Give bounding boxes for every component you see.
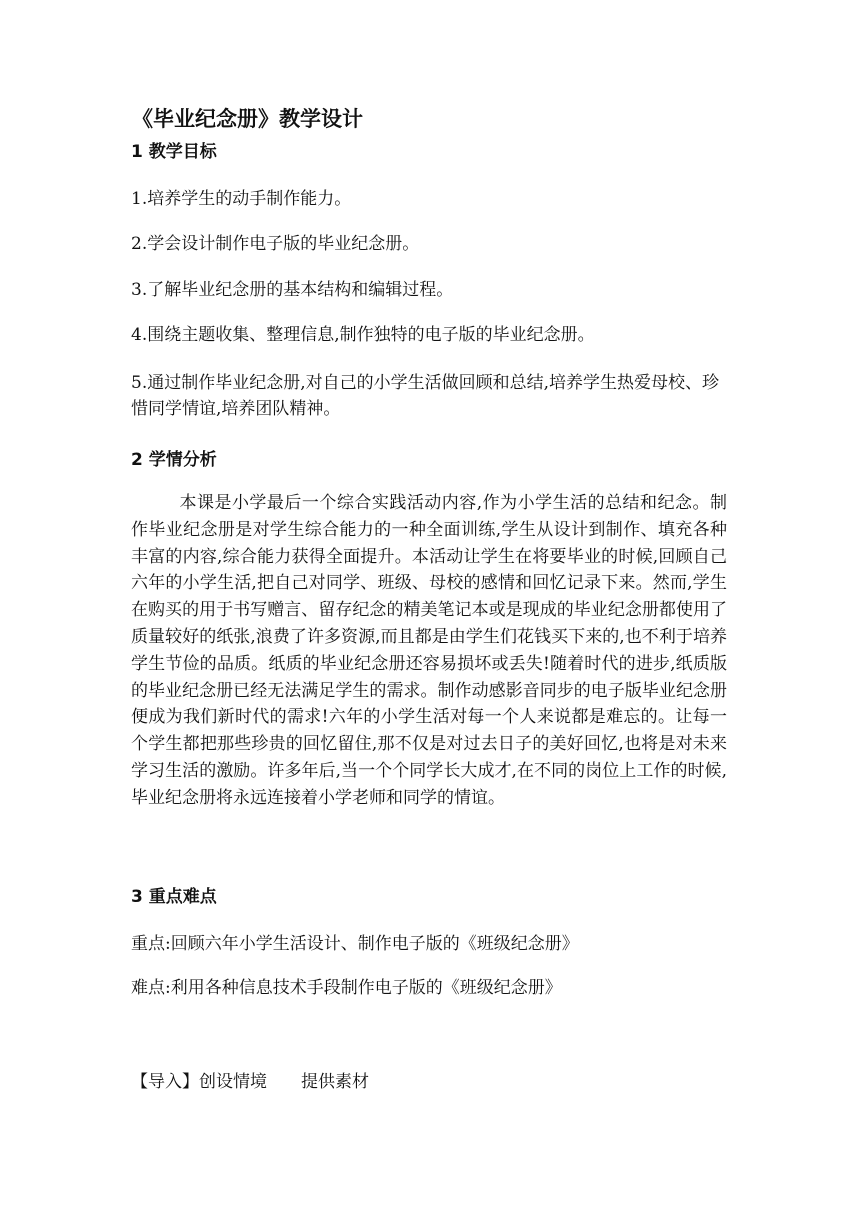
analysis-paragraph [131,490,727,812]
section-heading-goals: 1 教学目标 [131,142,217,162]
goal-item-5: 5.通过制作毕业纪念册,对自己的小学生活做回顾和总结,培养学生热爱母校、珍惜同学情谊,培养团队精神。 [131,373,720,419]
goal-item-4: 4.围绕主题收集、整理信息,制作独特的电子版的毕业纪念册。 [131,325,595,345]
goal-item-3: 3.了解毕业纪念册的基本结构和编辑过程。 [131,280,454,300]
difficulty-point: 难点:利用各种信息技术手段制作电子版的《班级纪念册》 [131,978,562,998]
document-title: 《毕业纪念册》教学设计 [132,107,363,131]
section-heading-analysis: 2 学情分析 [131,450,217,470]
section-heading-keypoints: 3 重点难点 [131,887,217,907]
goal-item-1: 1.培养学生的动手制作能力。 [131,189,352,209]
analysis-body: 本课是小学最后一个综合实践活动内容,作为小学生活的总结和纪念。制作毕业纪念册是对学生综合能力的一种全面训练,学生从设计到制作、填充各种丰富的内容,综合能力获得全面提升。本活动让学生在将要毕业的时候,回顾自己六年的小学生活,把自己对同学、班级、母校的感情和回忆记录下来。然而,学生在购买的用于书写赠言、留存纪念的精美笔记本或是现成的毕业纪念册都使用了质量较好的纸张,浪费了许多资源,而且都是由学生们花钱买下来的,也不利于培养学生节俭的品质。纸质的毕业纪念册还容易损坏或丢失!随着时代的进步,纸质版的毕业纪念册已经无法满足学生的需求。制作动感影音同步的电子版毕业纪念册便成为我们新时代的需求!六年的小学生活对每一个人来说都是难忘的。让每一个学生都把那些珍贵的回忆留住,那不仅是对过去日子的美好回忆,也将是对未来学习生活的激励。许多年后,当一个个同学长大成才,在不同的岗位上工作的时候,毕业纪念册将永远连接着小学老师和同学的情谊。 [131,493,727,808]
key-point: 重点:回顾六年小学生活设计、制作电子版的《班级纪念册》 [131,934,579,954]
intro-line: 【导入】创设情境 提供素材 [131,1072,369,1092]
goal-item-2: 2.学会设计制作电子版的毕业纪念册。 [131,234,420,254]
